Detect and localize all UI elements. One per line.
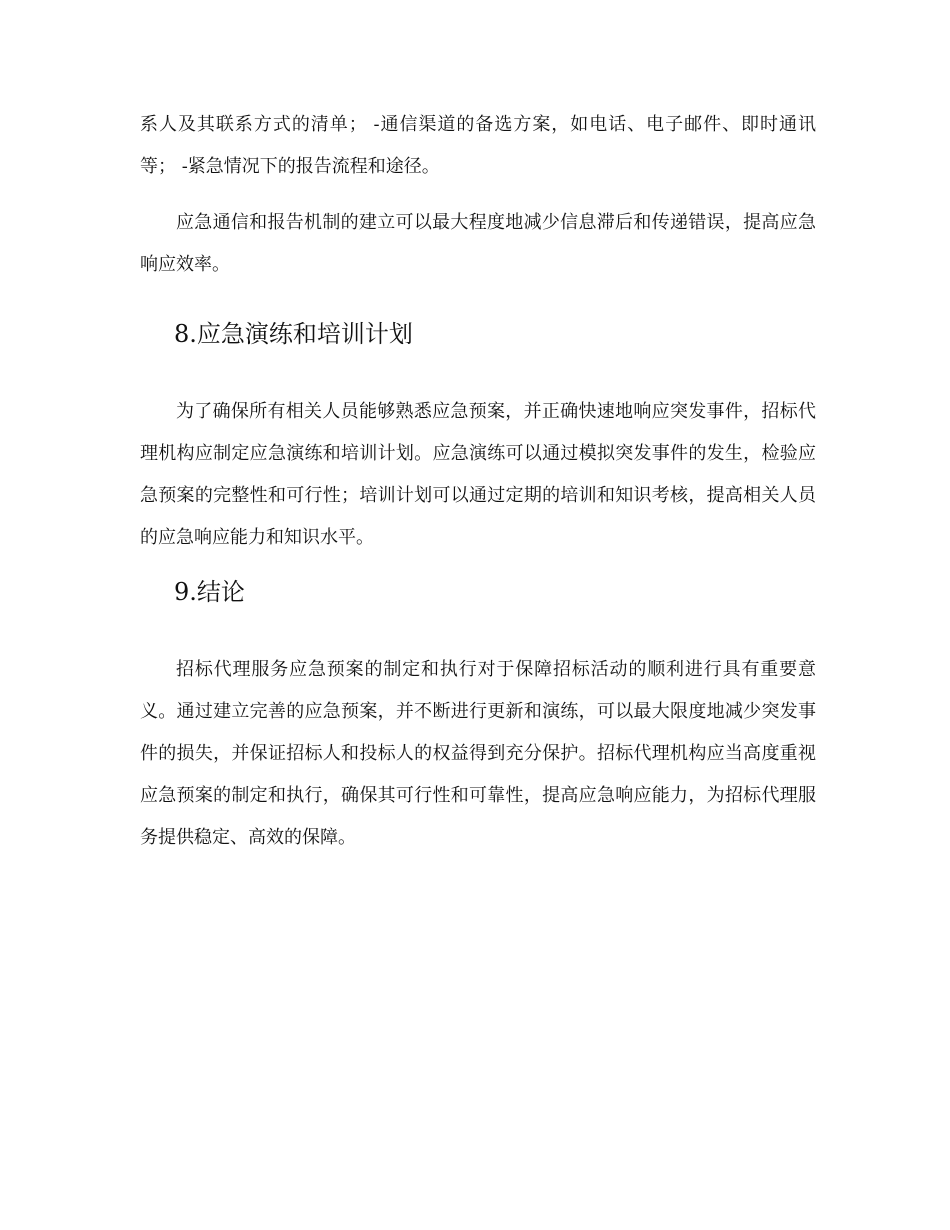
paragraph-conclusion: 招标代理服务应急预案的制定和执行对于保障招标活动的顺利进行具有重要意义。通过建立完善的应急预案，并不断进行更新和演练，可以最大限度地减少突发事件的损失，并保证招标人和投标人的权益得到充分保护。招标代理机构应当高度重视应急预案的制定和执行，确保其可行性和可靠性，提高应急响应能力，为招标代理服务提供稳定、高效的保障。 <box>140 659 816 848</box>
section-heading-conclusion: 9.结论 <box>174 578 245 606</box>
paragraph-contact-list-continuation: 系人及其联系方式的清单； -通信渠道的备选方案，如电话、电子邮件、即时通讯等； -紧急情况下的报告流程和途径。 <box>140 114 816 177</box>
section-heading-drills-training: 8.应急演练和培训计划 <box>174 320 413 348</box>
paragraph-communication-summary: 应急通信和报告机制的建立可以最大程度地减少信息滞后和传递错误，提高应急响应效率。 <box>140 212 816 275</box>
paragraph-drills-training: 为了确保所有相关人员能够熟悉应急预案，并正确快速地响应突发事件，招标代理机构应制定应急演练和培训计划。应急演练可以通过模拟突发事件的发生，检验应急预案的完整性和可行性；培训计划可以通过定期的培训和知识考核，提高相关人员的应急响应能力和知识水平。 <box>140 401 816 548</box>
document-body <box>140 104 816 859</box>
